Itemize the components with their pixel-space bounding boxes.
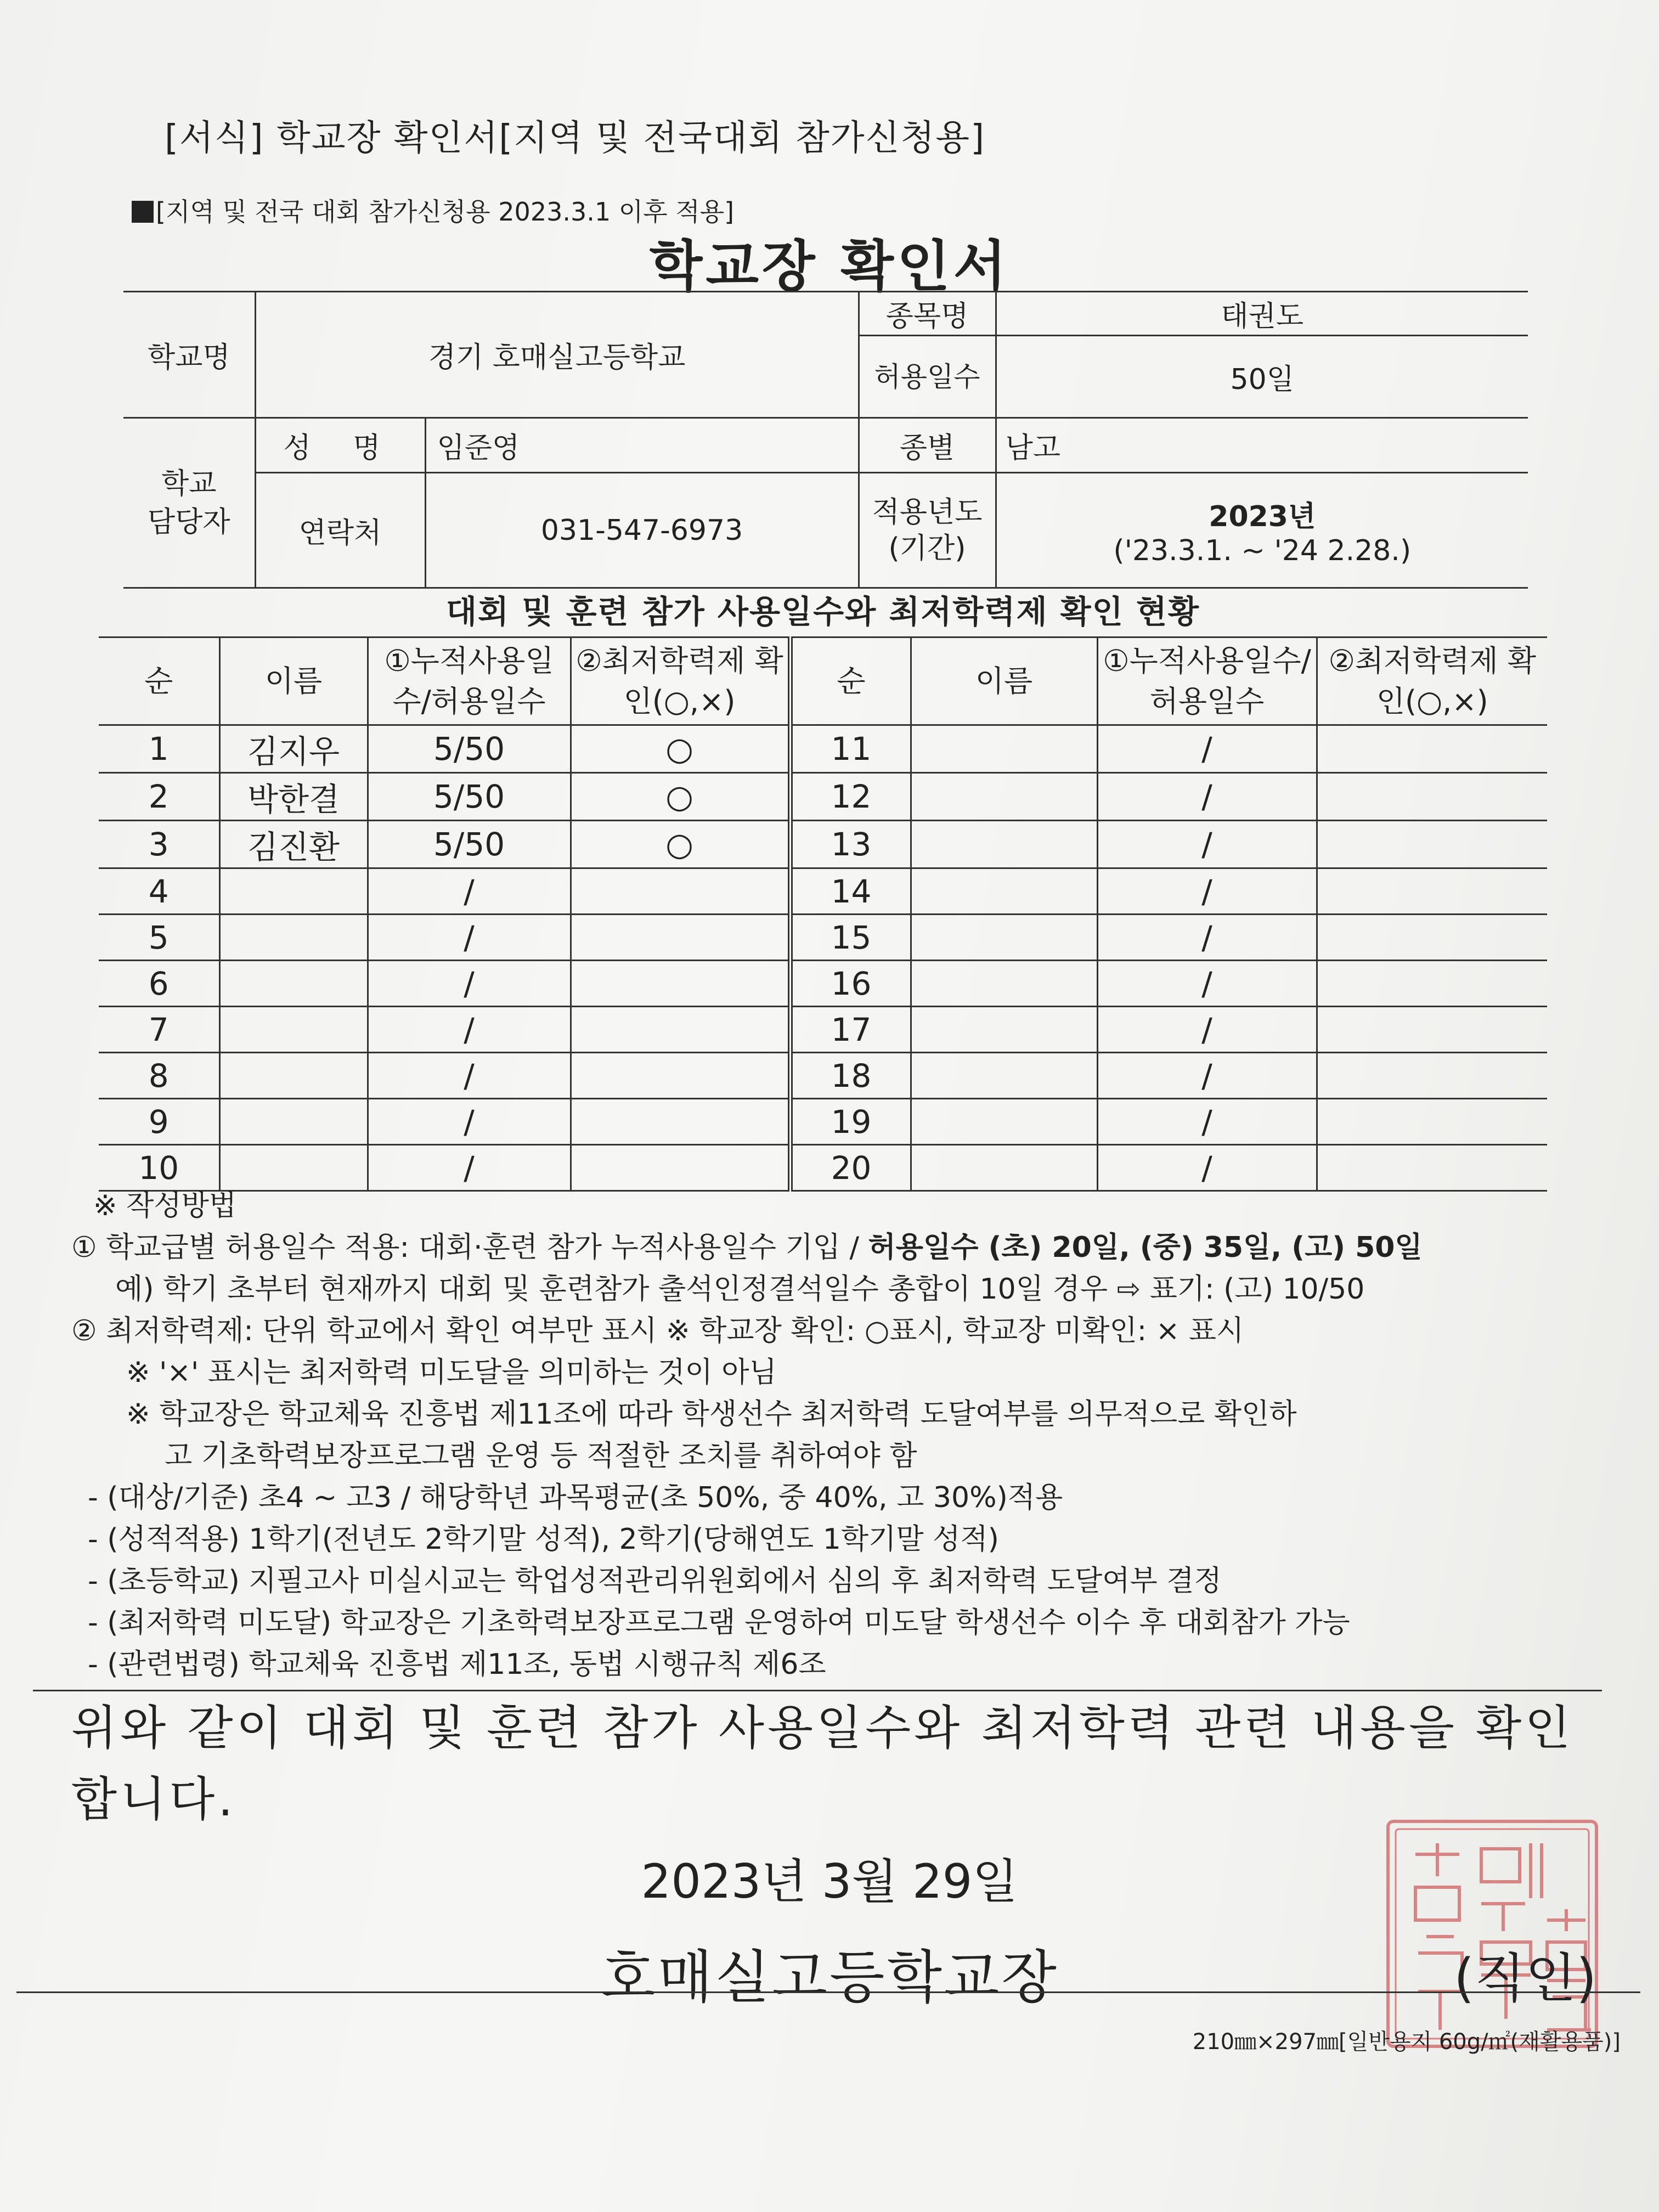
table-row [99, 1007, 1547, 1053]
cell-check [571, 961, 790, 1007]
cell-no: 11 [790, 725, 911, 773]
cell-name [219, 868, 368, 915]
cell-name: 김지우 [219, 725, 368, 773]
cell-days: / [1097, 1099, 1317, 1145]
category-label: 종별 [859, 418, 996, 473]
contact-label: 연락처 [255, 473, 425, 588]
divider-top [33, 1690, 1602, 1691]
cell-check [1317, 725, 1547, 773]
manager-label: 학교 담당자 [123, 418, 255, 588]
cell-no: 1 [99, 725, 219, 773]
cell-check [571, 915, 790, 961]
method-line-6: 고 기초학력보장프로그램 운영 등 적절한 조치를 취하여야 함 [165, 1440, 917, 1472]
cell-name [911, 1145, 1097, 1191]
method-line-5: ※ 학교장은 학교체육 진흥법 제11조에 따라 학생선수 최저학력 도달여부를 의무적으로 확인하 [126, 1398, 1297, 1431]
status-table [99, 636, 1547, 1192]
cell-name [911, 821, 1097, 868]
cell-name [911, 915, 1097, 961]
col-days-right: ①누적사용일수/허용일수 [1097, 637, 1317, 725]
period-value [996, 473, 1528, 588]
period-year: 2023년 [1209, 500, 1316, 533]
cell-check [1317, 915, 1547, 961]
sport-value: 태권도 [996, 292, 1528, 336]
cell-days: / [1097, 1007, 1317, 1053]
school-label: 학교명 [123, 292, 255, 418]
cell-check [571, 1145, 790, 1191]
col-name-right: 이름 [911, 637, 1097, 725]
cell-name [911, 868, 1097, 915]
contact-value: 031-547-6973 [425, 473, 859, 588]
cell-check [571, 868, 790, 915]
method-line-2: 예) 학기 초부터 현재까지 대회 및 훈련참가 출석인정결석일수 총합이 10일 경우 ⇨ 표기: (고) 10/50 [115, 1273, 1365, 1306]
cell-check [1317, 821, 1547, 868]
method-line-4: ※ '×' 표시는 최저학력 미도달을 의미하는 것이 아님 [126, 1356, 777, 1389]
cell-name [219, 961, 368, 1007]
cell-check [571, 1099, 790, 1145]
cell-name [911, 1053, 1097, 1099]
category-value: 남고 [996, 418, 1528, 473]
cell-no: 6 [99, 961, 219, 1007]
cell-check [1317, 1053, 1547, 1099]
method-line-11: - (관련법령) 학교체육 진흥법 제11조, 동법 시행규칙 제6조 [88, 1648, 826, 1681]
allowed-days-value: 50일 [996, 336, 1528, 418]
cell-check [1317, 868, 1547, 915]
cell-days: / [368, 961, 571, 1007]
confirm-statement: 위와 같이 대회 및 훈련 참가 사용일수와 최저학력 관련 내용을 확인합니다. [71, 1701, 1574, 1827]
col-check-right: ②최저학력제 확인(○,×) [1317, 637, 1547, 725]
cell-no: 5 [99, 915, 219, 961]
method-line-1b: 허용일수 (초) 20일, (중) 35일, (고) 50일 [868, 1231, 1423, 1264]
cell-name [219, 1007, 368, 1053]
cell-no: 9 [99, 1099, 219, 1145]
method-line-10: - (최저학력 미도달) 학교장은 기초학력보장프로그램 운영하여 미도달 학생선수 이수 후 대회참가 가능 [88, 1606, 1350, 1639]
cell-no: 19 [790, 1099, 911, 1145]
cell-days: / [1097, 915, 1317, 961]
method-line-1 [71, 1227, 1607, 1268]
cell-check: ○ [571, 725, 790, 773]
cell-days: / [1097, 868, 1317, 915]
status-title: 대회 및 훈련 참가 사용일수와 최저학력제 확인 현황 [446, 593, 1200, 630]
cell-name [219, 915, 368, 961]
table-row [99, 1053, 1547, 1099]
cell-days: / [1097, 821, 1317, 868]
cell-days: / [1097, 725, 1317, 773]
cell-name [911, 961, 1097, 1007]
cell-no: 8 [99, 1053, 219, 1099]
divider-bottom [16, 1991, 1640, 1993]
school-value: 경기 호매실고등학교 [255, 292, 859, 418]
cell-name [911, 1099, 1097, 1145]
writing-method [71, 1185, 1607, 1685]
cell-check [1317, 1145, 1547, 1191]
cell-days: / [1097, 1053, 1317, 1099]
cell-check [1317, 961, 1547, 1007]
cell-check [1317, 1007, 1547, 1053]
cell-check: ○ [571, 821, 790, 868]
cell-days: / [1097, 961, 1317, 1007]
cell-days: / [368, 868, 571, 915]
table-row [99, 961, 1547, 1007]
cell-check [1317, 773, 1547, 821]
page-title: 학교장 확인서 [649, 234, 1010, 298]
cell-no: 17 [790, 1007, 911, 1053]
cell-days: 5/50 [368, 773, 571, 821]
principal-name: 호매실고등학교장 [600, 1944, 1059, 2011]
cell-check [1317, 1099, 1547, 1145]
cell-no: 13 [790, 821, 911, 868]
method-line-8: - (성적적용) 1학기(전년도 2학기말 성적), 2학기(당해연도 1학기말 성적) [88, 1523, 999, 1556]
method-line-7: - (대상/기준) 초4 ~ 고3 / 해당학년 과목평균(초 50%, 중 40%, 고 30%)적용 [88, 1481, 1063, 1514]
cell-name [219, 1099, 368, 1145]
col-name-left: 이름 [219, 637, 368, 725]
cell-days: 5/50 [368, 725, 571, 773]
cell-name: 김진환 [219, 821, 368, 868]
cell-no: 15 [790, 915, 911, 961]
cell-check [571, 1053, 790, 1099]
sport-label: 종목명 [859, 292, 996, 336]
cell-no: 12 [790, 773, 911, 821]
form-label: [서식] 학교장 확인서[지역 및 전국대회 참가신청용] [165, 118, 986, 159]
cell-no: 14 [790, 868, 911, 915]
cell-no: 16 [790, 961, 911, 1007]
cell-days: / [368, 1007, 571, 1053]
cell-no: 20 [790, 1145, 911, 1191]
cell-no: 2 [99, 773, 219, 821]
cell-check: ○ [571, 773, 790, 821]
name-label: 성 명 [255, 418, 425, 473]
paper-spec: 210㎜×297㎜[일반용지 60g/㎡(재활용품)] [1192, 2029, 1621, 2055]
period-range: ('23.3.1. ~ '24 2.28.) [1113, 534, 1412, 567]
method-heading: ※ 작성방법 [93, 1189, 237, 1222]
allowed-days-label: 허용일수 [859, 336, 996, 418]
table-row [99, 1145, 1547, 1191]
cell-no: 3 [99, 821, 219, 868]
cell-no: 7 [99, 1007, 219, 1053]
cell-no: 10 [99, 1145, 219, 1191]
table-row [99, 821, 1547, 868]
cell-no: 18 [790, 1053, 911, 1099]
method-line-1a: ① 학교급별 허용일수 적용: 대회·훈련 참가 누적사용일수 기입 / [71, 1231, 868, 1264]
info-table [123, 291, 1528, 589]
period-label: 적용년도 (기간) [859, 473, 996, 588]
square-bullet-icon [132, 201, 154, 223]
cell-check [571, 1007, 790, 1053]
col-no-left: 순 [99, 637, 219, 725]
cell-days: / [1097, 1145, 1317, 1191]
table-row [99, 868, 1547, 915]
issue-date: 2023년 3월 29일 [641, 1854, 1018, 1909]
table-row [99, 725, 1547, 773]
cell-days: / [368, 1145, 571, 1191]
table-row [99, 773, 1547, 821]
seal-label: (직인) [1454, 1948, 1597, 2009]
cell-name [219, 1145, 368, 1191]
cell-name [911, 725, 1097, 773]
cell-days: 5/50 [368, 821, 571, 868]
col-check-left: ②최저학력제 확인(○,×) [571, 637, 790, 725]
col-days-left: ①누적사용일수/허용일수 [368, 637, 571, 725]
col-no-right: 순 [790, 637, 911, 725]
method-line-9: - (초등학교) 지필고사 미실시교는 학업성적관리위원회에서 심의 후 최저학력 도달여부 결정 [88, 1565, 1222, 1598]
cell-days: / [368, 915, 571, 961]
cell-no: 4 [99, 868, 219, 915]
cell-days: / [368, 1053, 571, 1099]
cell-name [911, 1007, 1097, 1053]
name-value: 임준영 [425, 418, 859, 473]
cell-name: 박한결 [219, 773, 368, 821]
cell-days: / [368, 1099, 571, 1145]
cell-days: / [1097, 773, 1317, 821]
method-line-3: ② 최저학력제: 단위 학교에서 확인 여부만 표시 ※ 학교장 확인: ○표시, 학교장 미확인: × 표시 [71, 1314, 1244, 1347]
table-row [99, 915, 1547, 961]
notice-text: [지역 및 전국 대회 참가신청용 2023.3.1 이후 적용] [156, 197, 735, 227]
cell-name [911, 773, 1097, 821]
cell-name [219, 1053, 368, 1099]
table-row [99, 1099, 1547, 1145]
